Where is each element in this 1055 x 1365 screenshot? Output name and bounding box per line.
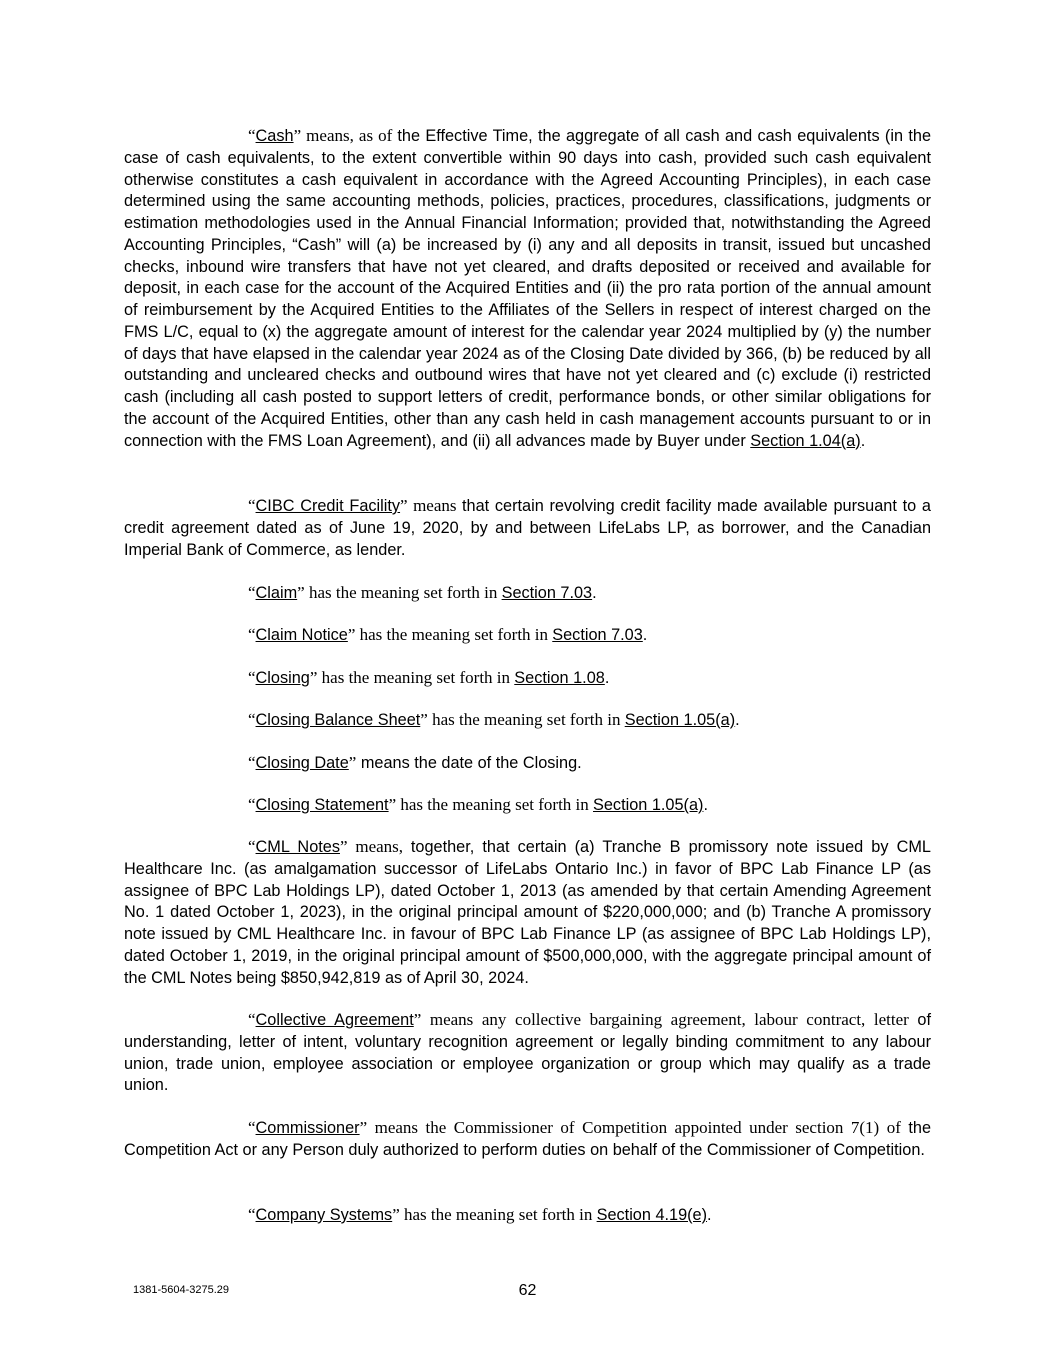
definition-body: that certain revolving credit facility made available pursuant to a credit agreement dated as of June 19, 2020, by and between LifeLabs LP, as borrower, and the Canadian Imperial Bank of Commerce, as lender. bbox=[124, 497, 931, 559]
definition-closing-statement bbox=[124, 794, 931, 817]
close-quote: ” bbox=[293, 126, 302, 145]
definition-lead: has the meaning set forth in bbox=[427, 710, 625, 729]
close-quote: ” bbox=[400, 496, 408, 515]
definition-body: the Competition Act or any Person duly authorized to perform duties on behalf of the Commissioner of Competition. bbox=[124, 1119, 931, 1159]
open-quote: “ bbox=[248, 1205, 256, 1224]
defined-term: Claim Notice bbox=[255, 626, 348, 644]
definition-claim bbox=[124, 582, 931, 605]
definition-body: means the date of the Closing. bbox=[360, 754, 582, 772]
defined-term: Closing bbox=[255, 669, 310, 687]
definition-lead: means, bbox=[347, 837, 411, 856]
defined-term: Company Systems bbox=[255, 1206, 393, 1224]
open-quote: “ bbox=[248, 583, 256, 602]
page-number: 62 bbox=[518, 1282, 537, 1299]
close-quote: ” bbox=[339, 837, 348, 856]
defined-term: Cash bbox=[255, 127, 294, 145]
section-reference: Section 1.08 bbox=[514, 669, 605, 687]
close-quote: ” bbox=[388, 795, 397, 814]
definition-company-systems bbox=[124, 1204, 931, 1227]
definition-end: . bbox=[860, 431, 866, 450]
definition-lead: means bbox=[407, 496, 462, 515]
defined-term: Claim bbox=[255, 584, 298, 602]
definition-body: the Effective Time, the aggregate of all cash and cash equivalents (in the case of cash equivalents, to the extent convertible within 90 days into cash, provided such cash equivalent otherwise constitutes a cash equivalent in accordance with the Agreed Accounting Principles), in each case determined using the same accounting methods, policies, practices, procedures, classifications, judgments or estimation methodologies used in the Annual Financial Information; provided that, notwithstanding the Agreed Accounting Principles, “Cash” will (a) be increased by (i) any and all deposits in transit, issued but uncashed checks, inbound wire transfers that have not yet cleared, and drafts deposited or received and available for deposit, in each case for the account of the Acquired Entities and (ii) the pro rata portion of the annual amount of reimbursement by the Acquired Entities to the Affiliates of the Sellers in respect of interest charged on the FMS L/C, equal to (x) the aggregate amount of interest for the calendar year 2024 multiplied by (y) the number of days that have elapsed in the calendar year 2024 as of the Closing Date divided by 366, (b) be reduced by all outstanding and uncleared checks and outbound wires that have not yet cleared and (c) exclude (i) restricted cash (including all cash posted to support letters of credit, performance bonds, or other similar obligations for the account of the Acquired Entities, other than any cash held in cash management accounts pursuant to or in connection with the FMS Loan Agreement), and (ii) all advances made by Buyer under bbox=[124, 127, 931, 450]
open-quote: “ bbox=[248, 710, 256, 729]
section-reference: Section 4.19(e) bbox=[596, 1206, 708, 1224]
section-reference: Section 1.05(a) bbox=[593, 796, 704, 814]
definition-lead: has the meaning set forth in bbox=[317, 668, 515, 687]
close-quote: ” bbox=[359, 1118, 368, 1137]
close-quote: ” bbox=[413, 1010, 422, 1029]
definition-end: . bbox=[703, 796, 708, 814]
close-quote: ” bbox=[309, 668, 318, 687]
definition-lead: has the meaning set forth in bbox=[304, 583, 502, 602]
section-reference: Section 1.05(a) bbox=[624, 711, 736, 729]
open-quote: “ bbox=[248, 668, 256, 687]
defined-term: CML Notes bbox=[255, 838, 340, 856]
open-quote: “ bbox=[248, 625, 256, 644]
section-reference: Section 7.03 bbox=[552, 626, 643, 644]
close-quote: ” bbox=[347, 625, 356, 644]
definition-lead: has the meaning set forth in bbox=[355, 625, 553, 644]
definition-lead: means any collective bargaining agreement, labour contract, letter bbox=[421, 1010, 918, 1029]
open-quote: “ bbox=[248, 753, 256, 772]
section-reference: Section 1.04(a) bbox=[750, 431, 861, 450]
document-id: 1381-5604-3275.29 bbox=[133, 1284, 230, 1296]
definition-commissioner bbox=[124, 1117, 931, 1162]
definition-end: . bbox=[735, 711, 740, 729]
defined-term: Collective Agreement bbox=[255, 1011, 414, 1029]
open-quote: “ bbox=[248, 837, 256, 856]
definition-lead: means the Commissioner of Competition appointed under section 7(1) of bbox=[367, 1118, 909, 1137]
definition-closing-date bbox=[124, 752, 931, 775]
definition-closing bbox=[124, 667, 931, 690]
close-quote: ” bbox=[297, 583, 305, 602]
definition-cml-notes bbox=[124, 836, 931, 989]
open-quote: “ bbox=[248, 1010, 256, 1029]
definition-lead: means, as of bbox=[301, 126, 398, 145]
definition-body: of understanding, letter of intent, voluntary recognition agreement or legally binding commitment to any labour union, trade union, employee association or employee organization or group which may qualify as a trade union. bbox=[124, 1011, 931, 1095]
close-quote: ” bbox=[392, 1205, 400, 1224]
definition-end: . bbox=[592, 584, 597, 602]
definition-closing-balance-sheet bbox=[124, 709, 931, 732]
open-quote: “ bbox=[248, 1118, 256, 1137]
defined-term: Closing Statement bbox=[255, 796, 389, 814]
close-quote: ” bbox=[420, 710, 428, 729]
definition-cibc-credit-facility bbox=[124, 495, 931, 561]
definition-end: . bbox=[604, 669, 610, 687]
defined-term: Commissioner bbox=[255, 1119, 360, 1137]
definition-body: together, that certain (a) Tranche B promissory note issued by CML Healthcare Inc. (as amalgamation successor of LifeLabs Ontario Inc.) in favor of BPC Lab Finance LP (as assignee of BPC Lab Holdings LP), dated October 1, 2013 (as amended by that certain Amending Agreement No. 1 dated October 1, 2023), in the original principal amount of $220,000,000; and (b) Tranche A promissory note issued by CML Healthcare Inc. in favour of BPC Lab Finance LP (as assignee of BPC Lab Holdings LP), dated October 1, 2019, in the original principal amount of $500,000,000, with the aggregate principal amount of the CML Notes being $850,942,819 as of April 30, 2024. bbox=[124, 838, 931, 987]
defined-term: CIBC Credit Facility bbox=[255, 497, 401, 515]
definition-claim-notice bbox=[124, 624, 931, 647]
definition-collective-agreement bbox=[124, 1009, 931, 1097]
close-quote: ” bbox=[348, 753, 357, 772]
open-quote: “ bbox=[248, 795, 256, 814]
definition-end: . bbox=[642, 626, 648, 644]
open-quote: “ bbox=[248, 496, 256, 515]
defined-term: Closing Date bbox=[255, 754, 349, 772]
open-quote: “ bbox=[248, 126, 256, 145]
section-reference: Section 7.03 bbox=[501, 584, 593, 602]
defined-term: Closing Balance Sheet bbox=[255, 711, 421, 729]
definition-lead: has the meaning set forth in bbox=[399, 1205, 597, 1224]
definition-end: . bbox=[707, 1206, 712, 1224]
definition-lead: has the meaning set forth in bbox=[396, 795, 594, 814]
definition-cash bbox=[124, 125, 931, 452]
